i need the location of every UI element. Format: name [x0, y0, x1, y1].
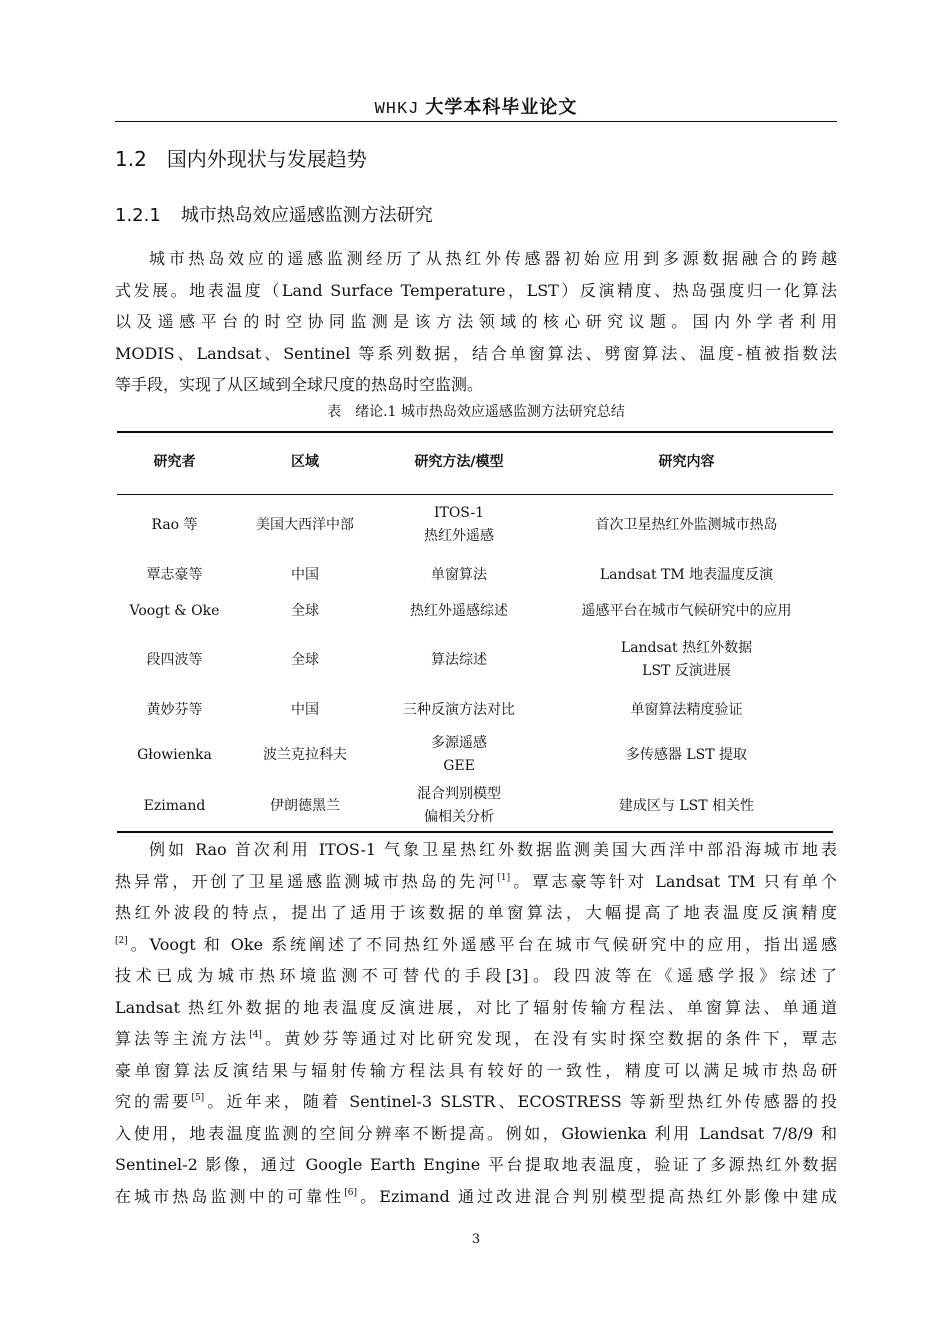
section-heading — [115, 146, 367, 172]
cell-method-line: 混合判别模型 — [417, 786, 501, 802]
text-line: 例如 Rao 首次利用 ITOS-1 气象卫星热红外数据监测美国大西洋中部沿海城市地表 — [149, 840, 837, 859]
text-line: 等手段，实现了从区域到全球尺度的热岛时空监测。 — [115, 375, 484, 394]
text-line: 究的需要[5]。近年来，随着 Sentinel-3 SLSTR、ECOSTRESS 等新型热红外传感器的投 — [115, 1092, 837, 1111]
cell-method-line: ITOS-1 — [433, 505, 485, 521]
text-line: 技术已成为城市热环境监测不可替代的手段[3]。段四波等在《遥感学报》综述了 — [115, 966, 837, 985]
cell-content-line: Landsat 热红外数据 — [620, 640, 753, 656]
running-header — [115, 96, 837, 118]
cell-region: 美国大西洋中部 — [256, 516, 354, 533]
page-number: 3 — [471, 1232, 481, 1247]
cell-method — [378, 502, 540, 548]
cell-content: 单窗算法精度验证 — [630, 701, 743, 718]
column-header: 研究内容 — [658, 453, 715, 470]
text-line: 热异常，开创了卫星遥感监测城市热岛的先河[1]。覃志豪等针对 Landsat TM 只有单个 — [115, 871, 837, 891]
cell-researcher: 段四波等 — [146, 651, 203, 668]
column-header: 研究者 — [153, 453, 196, 470]
cell-researcher: 覃志豪等 — [146, 566, 203, 583]
cell-content: 多传感器 LST 提取 — [625, 746, 748, 763]
header-code: WHKJ — [374, 100, 420, 119]
cell-method: 算法综述 — [431, 651, 487, 668]
cell-method-line: 偏相关分析 — [424, 809, 494, 825]
citation-marker: [5] — [191, 1093, 205, 1103]
header-divider — [115, 121, 837, 122]
table-row — [117, 635, 833, 685]
cell-region: 波兰克拉科夫 — [263, 746, 347, 763]
text-line: 算法等主流方法[4]。黄妙芬等通过对比研究发现，在没有实时探空数据的条件下，覃志 — [115, 1029, 837, 1048]
subsection-title: 城市热岛效应遥感监测方法研究 — [180, 205, 433, 226]
cell-content: Landsat TM 地表温度反演 — [599, 566, 774, 583]
cell-researcher: Głowienka — [137, 746, 212, 763]
cell-region: 伊朗德黑兰 — [270, 797, 340, 814]
cell-researcher: Ezimand — [143, 797, 206, 814]
cell-content-line: LST 反演进展 — [642, 663, 731, 679]
intro-paragraph — [115, 243, 837, 401]
cell-method: 热红外遥感综述 — [410, 602, 508, 619]
citation-marker: [1] — [497, 872, 511, 883]
text-line: 豪单窗算法反演结果与辐射传输方程法具有较好的一致性，精度可以满足城市热岛研 — [115, 1060, 837, 1080]
cell-researcher: 黄妙芬等 — [146, 701, 203, 718]
table-bottom-rule — [117, 831, 833, 833]
table-caption: 表 绪论.1 城市热岛效应遥感监测方法研究总结 — [327, 404, 625, 420]
text-line: 在城市热岛监测中的可靠性[6]。Ezimand 通过改进混合判别模型提高热红外影像中建成 — [115, 1186, 837, 1206]
citation-marker: [6] — [344, 1187, 358, 1198]
cell-content — [540, 637, 833, 683]
column-header: 研究方法/模型 — [414, 453, 504, 470]
cell-content: 首次卫星热红外监测城市热岛 — [595, 516, 778, 533]
subsection-heading — [115, 203, 433, 229]
cell-method-line: 热红外遥感 — [424, 528, 494, 544]
table-row — [117, 599, 833, 623]
text-line: 以及遥感平台的时空协同监测是该方法领域的核心研究议题。国内外学者利用 — [115, 312, 837, 331]
text-line: Landsat 热红外数据的地表温度反演进展，对比了辐射传输方程法、单窗算法、单通道 — [115, 997, 837, 1017]
table-row — [117, 781, 833, 831]
cell-method-line: GEE — [443, 758, 475, 774]
column-header: 区域 — [291, 453, 319, 470]
table-header-row — [117, 450, 833, 474]
citation-marker: [4] — [249, 1030, 262, 1040]
header-title: 大学本科毕业论文 — [425, 97, 578, 117]
subsection-number: 1.2.1 — [115, 205, 161, 226]
text-line: 热红外波段的特点，提出了适用于该数据的单窗算法，大幅提高了地表温度反演精度 — [115, 903, 837, 922]
table-row — [117, 698, 833, 722]
body-paragraph — [115, 834, 837, 1212]
cell-region: 中国 — [291, 566, 319, 583]
text-line: 式发展。地表温度（Land Surface Temperature，LST）反演精度、热岛强度归一化算法 — [115, 280, 837, 300]
cell-researcher: Rao 等 — [151, 516, 198, 533]
cell-method: 单窗算法 — [431, 566, 487, 583]
text-line: 城市热岛效应的遥感监测经历了从热红外传感器初始应用到多源数据融合的跨越 — [149, 249, 837, 268]
cell-region: 全球 — [291, 651, 319, 668]
text-line: Sentinel-2 影像，通过 Google Earth Engine 平台提取地表温度，验证了多源热红外数据 — [115, 1155, 837, 1174]
table-row — [117, 563, 833, 587]
cell-region: 中国 — [291, 701, 319, 718]
cell-method — [378, 783, 540, 829]
cell-region: 全球 — [291, 602, 319, 619]
table-header-rule — [117, 494, 833, 495]
cell-method: 三种反演方法对比 — [403, 701, 515, 718]
text-line: MODIS、Landsat、Sentinel 等系列数据，结合单窗算法、劈窗算法、温度-植被指数法 — [115, 343, 837, 363]
section-number: 1.2 — [115, 147, 147, 171]
table-row — [117, 730, 833, 780]
text-line: [2]。Voogt 和 Oke 系统阐述了不同热红外遥感平台在城市气候研究中的应用，指出遥感 — [115, 934, 837, 954]
section-title: 国内外现状与发展趋势 — [166, 147, 367, 171]
cell-content: 建成区与 LST 相关性 — [618, 797, 755, 814]
citation-marker: [2] — [115, 935, 128, 946]
cell-method-line: 多源遥感 — [431, 735, 487, 751]
cell-method — [378, 732, 540, 778]
text-line: 入使用，地表温度监测的空间分辨率不断提高。例如，Głowienka 利用 Landsat 7/8/9 和 — [115, 1123, 837, 1143]
cell-content: 遥感平台在城市气候研究中的应用 — [581, 602, 792, 619]
table-top-rule — [117, 431, 833, 433]
cell-researcher: Voogt & Oke — [129, 602, 220, 619]
table-row — [117, 500, 833, 550]
